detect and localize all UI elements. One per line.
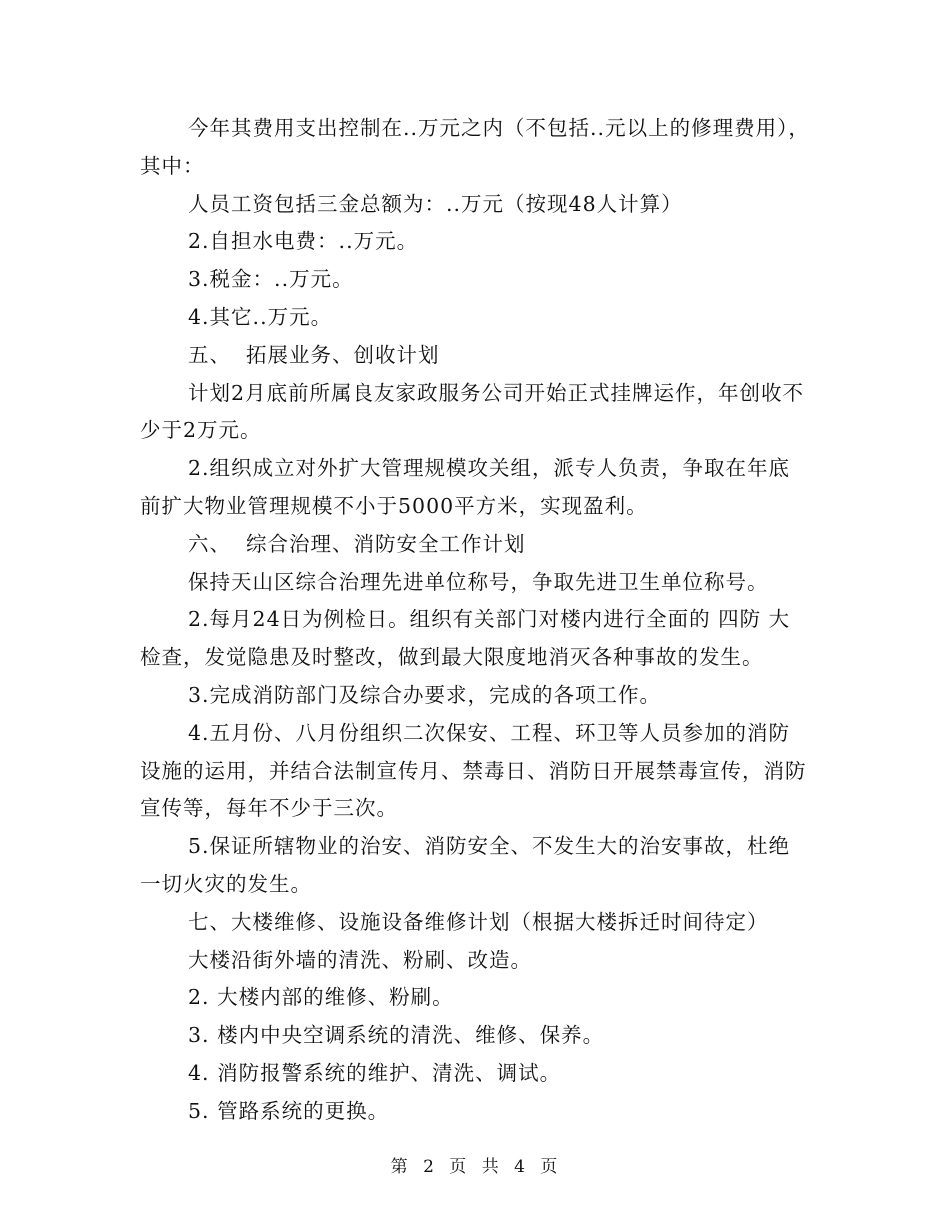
paragraph-monthly-inspection: 2.每月24日为例检日。组织有关部门对楼内进行全面的 四防 大检查，发觉隐患及时整改，做到最大限度地消灭各种事故的发生。 [140, 607, 791, 670]
paragraph-budget-intro: 今年其费用支出控制在..万元之内（不包括..元以上的修理费用），其中： [140, 116, 810, 178]
paragraph-fire-alarm: 4. 消防报警系统的维护、清洗、调试。 [188, 1060, 562, 1085]
document-body [140, 110, 810, 1131]
section-heading-safety-plan: 六、 综合治理、消防安全工作计划 [188, 531, 526, 556]
paragraph-utilities: 2.自担水电费：..万元。 [188, 229, 419, 254]
paragraph-taxes: 3.税金：..万元。 [188, 267, 354, 292]
paragraph-other-costs: 4.其它..万元。 [188, 304, 333, 329]
paragraph-expansion-team: 2.组织成立对外扩大管理规模攻关组，派专人负责，争取在年底前扩大物业管理规模不小于5000平方米，实现盈利。 [140, 456, 791, 518]
paragraph-fire-drills: 4.五月份、八月份组织二次保安、工程、环卫等人员参加的消防设施的运用，并结合法制宣传月、禁毒日、消防日开展禁毒宣传，消防宣传等，每年不少于三次。 [140, 720, 807, 821]
page-number-footer: 第 2 页 共 4 页 [390, 1157, 560, 1177]
paragraph-staff-wages: 人员工资包括三金总额为：..万元（按现48人计算） [188, 191, 683, 216]
paragraph-advanced-unit: 保持天山区综合治理先进单位称号，争取先进卫生单位称号。 [188, 569, 769, 594]
section-heading-maintenance-plan: 七、大楼维修、设施设备维修计划（根据大楼拆迁时间待定） [188, 909, 769, 934]
paragraph-exterior-wall: 大楼沿街外墙的清洗、粉刷、改造。 [188, 947, 532, 972]
paragraph-interior-repair: 2. 大楼内部的维修、粉刷。 [188, 985, 454, 1010]
paragraph-security-guarantee: 5.保证所辖物业的治安、消防安全、不发生大的治安事故，杜绝一切火灾的发生。 [140, 834, 791, 896]
paragraph-housekeeping-company: 计划2月底前所属良友家政服务公司开始正式挂牌运作，年创收不少于2万元。 [140, 380, 805, 443]
section-heading-business-expansion: 五、 拓展业务、创收计划 [188, 342, 440, 367]
paragraph-hvac: 3. 楼内中央空调系统的清洗、维修、保养。 [188, 1023, 605, 1048]
paragraph-pipes: 5. 管路系统的更换。 [188, 1098, 390, 1123]
paragraph-fire-department-tasks: 3.完成消防部门及综合办要求，完成的各项工作。 [188, 682, 662, 707]
